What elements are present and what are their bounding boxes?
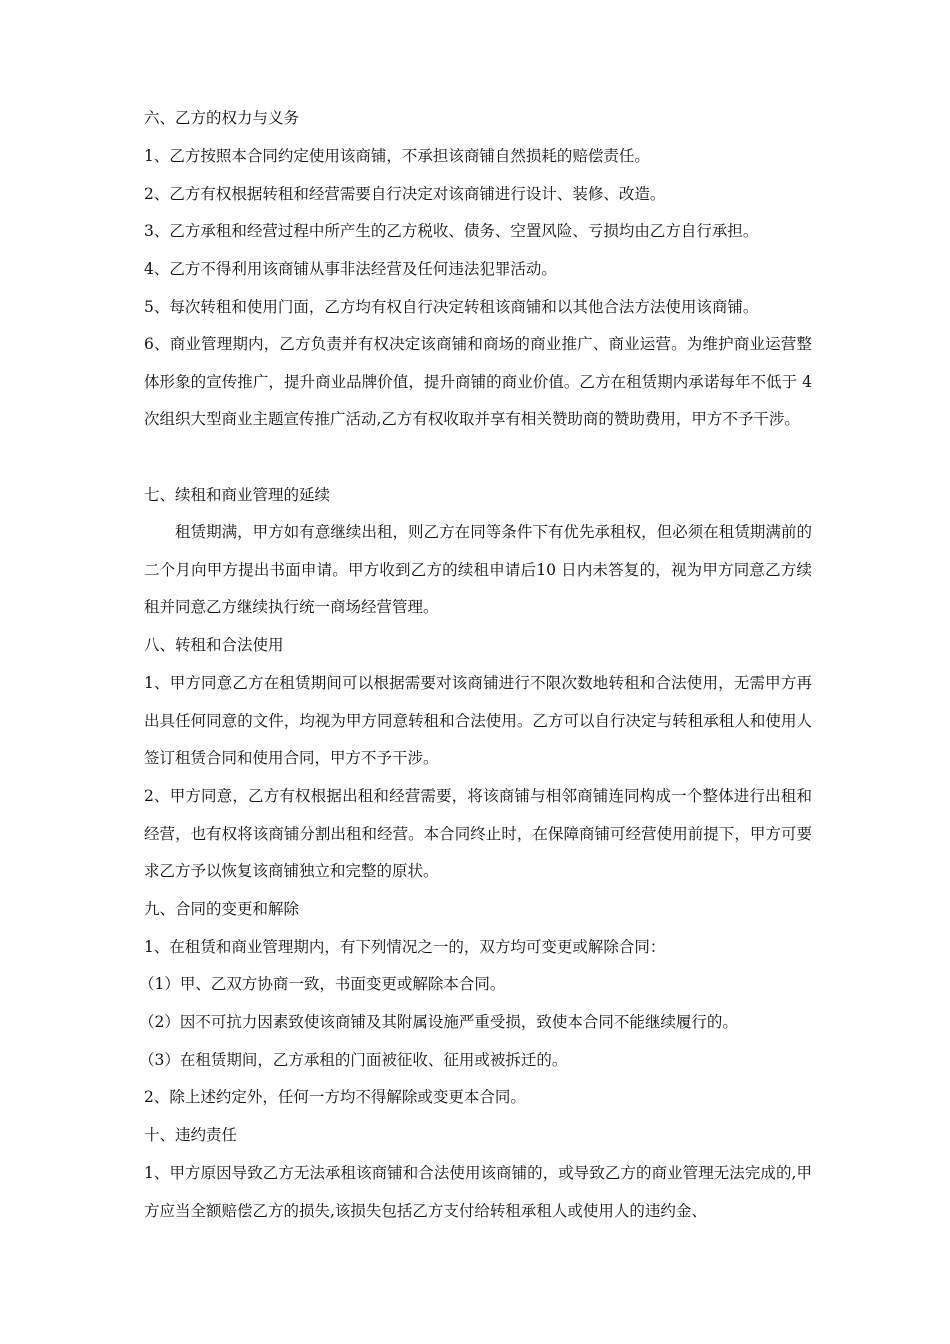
clause-9-2: 2、除上述约定外，任何一方均不得解除或变更本合同。 — [144, 1088, 526, 1106]
section-heading-8: 八、转租和合法使用 — [144, 636, 284, 654]
clause-9-1-item-2: （2）因不可抗力因素致使该商铺及其附属设施严重受损，致使本合同不能继续履行的。 — [139, 1013, 738, 1031]
clause-10-1: 1、甲方原因导致乙方无法承租该商铺和合法使用该商铺的，或导致乙方的商业管理无法完成的,甲方应当全额赔偿乙方的损失,该损失包括乙方支付给转租承租人或使用人的违约金、 — [144, 1164, 812, 1220]
clause-6-6: 6、商业管理期内，乙方负责并有权决定该商铺和商场的商业推广、商业运营。为维护商业运营整体形象的宣传推广，提升商业品牌价值，提升商铺的商业价值。乙方在租赁期内承诺每年不低于 4 次组织大型商业主题宣传推广活动,乙方有权收取并享有相关赞助商的赞助费用，甲方不予干涉。 — [144, 335, 812, 429]
clause-6-4: 4、乙方不得利用该商铺从事非法经营及任何违法犯罪活动。 — [144, 260, 557, 278]
section-heading-9: 九、合同的变更和解除 — [144, 900, 300, 918]
section-heading-7: 七、续租和商业管理的延续 — [144, 486, 331, 504]
clause-6-5: 5、每次转租和使用门面，乙方均有权自行决定转租该商铺和以其他合法方法使用该商铺。 — [144, 298, 759, 316]
clause-9-1: 1、在租赁和商业管理期内，有下列情况之一的，双方均可变更或解除合同： — [144, 938, 666, 956]
clause-6-2: 2、乙方有权根据转租和经营需要自行决定对该商铺进行设计、装修、改造。 — [144, 185, 666, 203]
section-heading-10: 十、违约责任 — [144, 1126, 238, 1144]
section-heading-6: 六、乙方的权力与义务 — [144, 109, 300, 127]
clause-9-1-item-1: （1）甲、乙双方协商一致，书面变更或解除本合同。 — [139, 975, 506, 993]
clause-8-1: 1、甲方同意乙方在租赁期间可以根据需要对该商铺进行不限次数地转租和合法使用，无需甲方再出具任何同意的文件，均视为甲方同意转租和合法使用。乙方可以自行决定与转租承租人和使用人签订租赁合同和使用合同，甲方不予干涉。 — [144, 674, 812, 768]
clause-9-1-item-3: （3）在租赁期间，乙方承租的门面被征收、征用或被拆迁的。 — [139, 1051, 568, 1069]
clause-7-body: 租赁期满，甲方如有意继续出租，则乙方在同等条件下有优先承租权，但必须在租赁期满前的二个月向甲方提出书面申请。甲方收到乙方的续租申请后10 日内未答复的，视为甲方同意乙方续租并同意乙方继续执行统一商场经营管理。 — [144, 523, 812, 617]
clause-8-2: 2、甲方同意，乙方有权根据出租和经营需要，将该商铺与相邻商铺连同构成一个整体进行出租和经营，也有权将该商铺分割出租和经营。本合同终止时，在保障商铺可经营使用前提下，甲方可要求乙方予以恢复该商铺独立和完整的原状。 — [144, 787, 812, 881]
clause-6-3: 3、乙方承租和经营过程中所产生的乙方税收、债务、空置风险、亏损均由乙方自行承担。 — [144, 222, 759, 240]
clause-6-1: 1、乙方按照本合同约定使用该商铺，不承担该商铺自然损耗的赔偿责任。 — [144, 147, 650, 165]
